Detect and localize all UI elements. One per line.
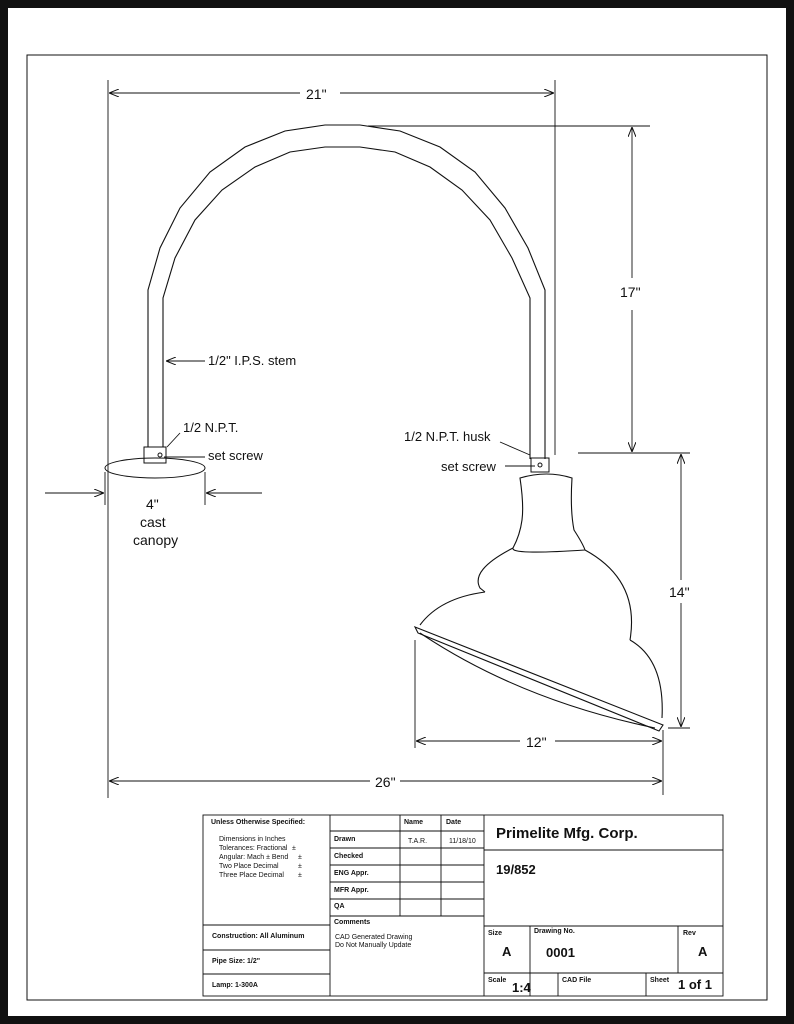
scale-value: 1:4 (512, 980, 531, 995)
mfr-appr-label: MFR Appr. (334, 887, 369, 894)
canopy-label: canopy (133, 532, 179, 548)
inner-border (27, 55, 767, 1000)
dimension-14-label: 14" (669, 584, 690, 600)
scale-label: Scale (488, 977, 507, 984)
sheet-label: Sheet (650, 977, 670, 984)
tolerance-fractional-symbol: ± (292, 845, 296, 852)
set-screw-right-callout: set screw (441, 459, 496, 474)
construction-note: Construction: All Aluminum (212, 933, 305, 940)
column-date: Date (446, 819, 462, 826)
npt-left-callout: 1/2 N.P.T. (183, 420, 239, 435)
tolerance-two-place-symbol: ± (298, 863, 302, 870)
unless-specified: Unless Otherwise Specified: (211, 819, 306, 826)
comment-line-1: CAD Generated Drawing (335, 934, 413, 941)
gooseneck-arm (148, 125, 545, 459)
tolerance-three-place: Three Place Decimal (219, 872, 284, 879)
tolerance-fractional: Tolerances: Fractional (219, 845, 288, 852)
tolerance-two-place: Two Place Decimal (219, 863, 279, 870)
lamp-shade (415, 474, 663, 731)
drawn-name: T.A.R. (408, 838, 428, 845)
sheet-value: 1 of 1 (678, 977, 712, 992)
tolerance-angular: Angular: Mach ± Bend (219, 854, 289, 861)
comments-label: Comments (334, 919, 371, 926)
cad-file-label: CAD File (562, 977, 592, 984)
lamp-note: Lamp: 1-300A (212, 982, 258, 989)
size-value: A (502, 944, 512, 959)
dims-in-inches: Dimensions in Inches (219, 836, 286, 843)
tolerance-angular-symbol: ± (298, 854, 302, 861)
npt-fitting-left (144, 447, 166, 463)
dimension-17-label: 17" (620, 284, 641, 300)
stem-callout: 1/2" I.P.S. stem (208, 353, 297, 368)
cast-canopy (105, 458, 205, 478)
pipe-size-note: Pipe Size: 1/2" (212, 958, 261, 965)
drawn-label: Drawn (334, 836, 356, 843)
checked-label: Checked (334, 853, 364, 860)
part-number: 19/852 (496, 862, 536, 877)
npt-husk-fitting (531, 458, 549, 472)
drawing-no-label: Drawing No. (534, 928, 575, 935)
dimension-12-label: 12" (526, 734, 547, 750)
outer-frame (4, 4, 790, 1020)
company-name: Primelite Mfg. Corp. (496, 825, 638, 842)
set-screw-left-callout: set screw (208, 448, 263, 463)
dimension-lines (45, 80, 690, 798)
cast-label: cast (140, 514, 166, 530)
drawing-no-value: 0001 (546, 945, 575, 960)
comment-line-2: Do Not Manually Update (335, 942, 412, 949)
dimension-21-label: 21" (306, 86, 327, 102)
rev-value: A (698, 944, 708, 959)
rev-label: Rev (683, 930, 696, 937)
npt-husk-callout: 1/2 N.P.T. husk (404, 429, 491, 444)
dimension-26-label: 26" (375, 774, 396, 790)
eng-appr-label: ENG Appr. (334, 870, 369, 877)
dimension-4-label: 4" (146, 496, 159, 512)
drawn-date: 11/18/10 (449, 838, 476, 845)
qa-label: QA (334, 903, 345, 910)
column-name: Name (404, 819, 424, 826)
tolerance-three-place-symbol: ± (298, 872, 302, 879)
size-label: Size (488, 930, 503, 937)
